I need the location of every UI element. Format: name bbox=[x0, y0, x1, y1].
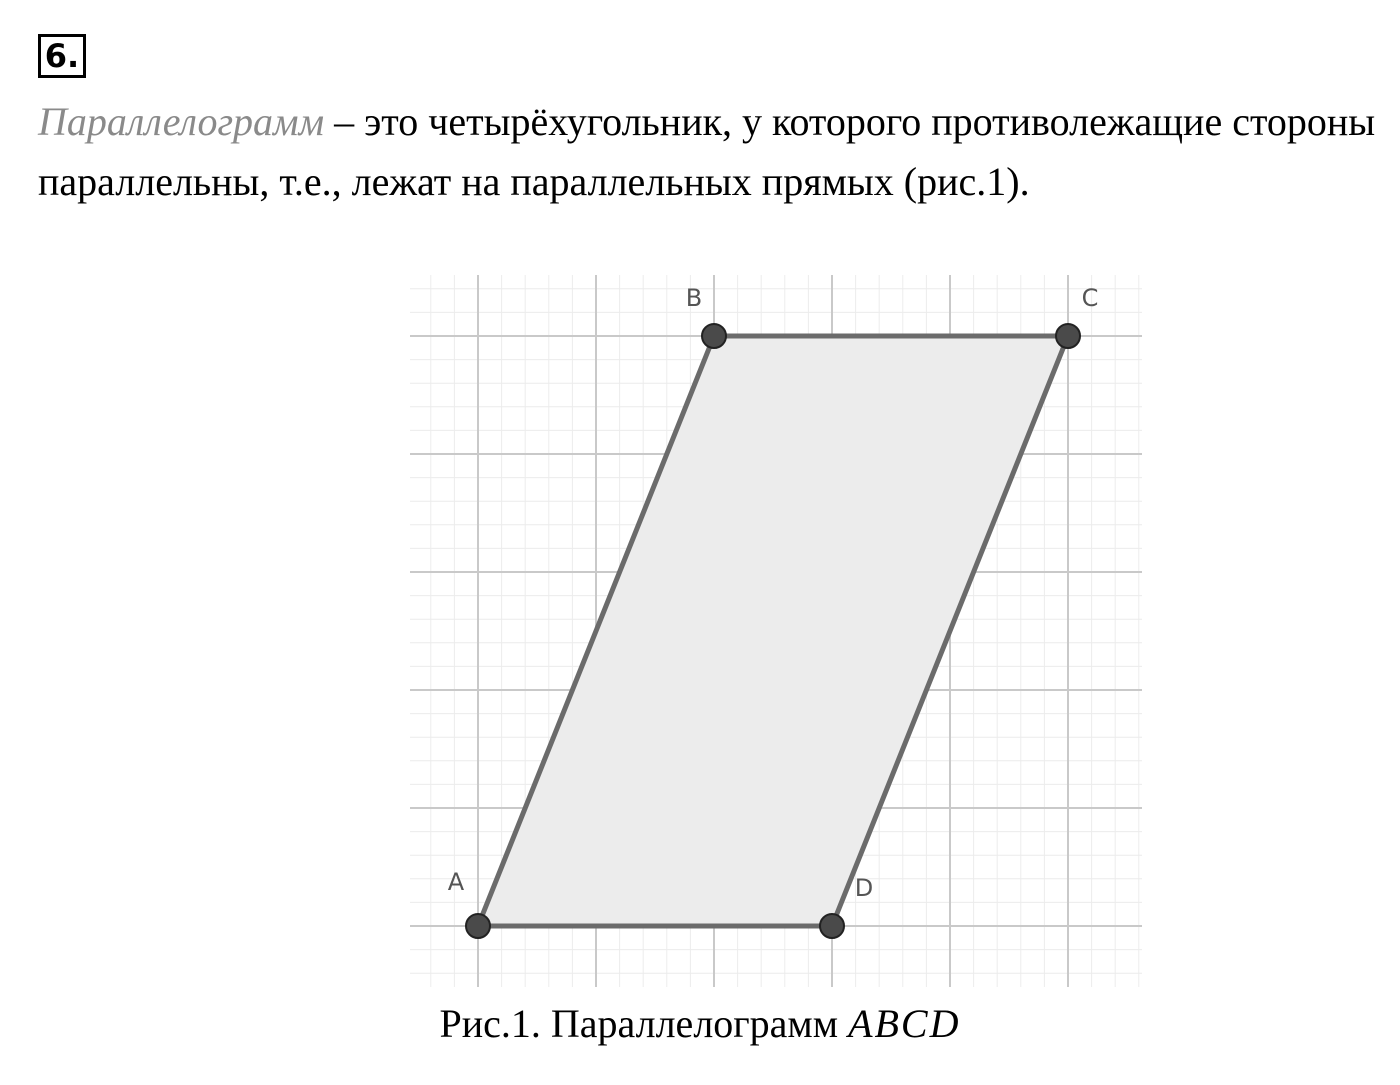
caption-math: ABCD bbox=[848, 1001, 961, 1046]
vertex-point-d bbox=[820, 914, 844, 938]
vertex-point-c bbox=[1056, 324, 1080, 348]
definition-paragraph bbox=[38, 92, 1378, 212]
parallelogram-figure bbox=[410, 275, 1142, 987]
defined-term: Параллелограмм bbox=[38, 99, 325, 144]
vertex-label-c: C bbox=[1081, 284, 1099, 312]
definition-text: – это четырёхугольник, у которого противолежащие стороны параллельны, т.е., лежат на параллельных прямых (рис.1). bbox=[38, 99, 1376, 204]
vertex-label-d: D bbox=[854, 874, 874, 902]
caption-prefix: Рис.1. Параллелограмм bbox=[439, 1001, 849, 1046]
vertex-label-b: B bbox=[685, 284, 703, 312]
parallelogram-diagram bbox=[410, 275, 1142, 987]
section-number: 6. bbox=[38, 34, 86, 78]
vertex-point-b bbox=[702, 324, 726, 348]
vertex-point-a bbox=[466, 914, 490, 938]
figure-caption bbox=[0, 998, 1400, 1050]
parallelogram-shape bbox=[478, 336, 1068, 926]
vertex-label-a: A bbox=[447, 868, 465, 896]
